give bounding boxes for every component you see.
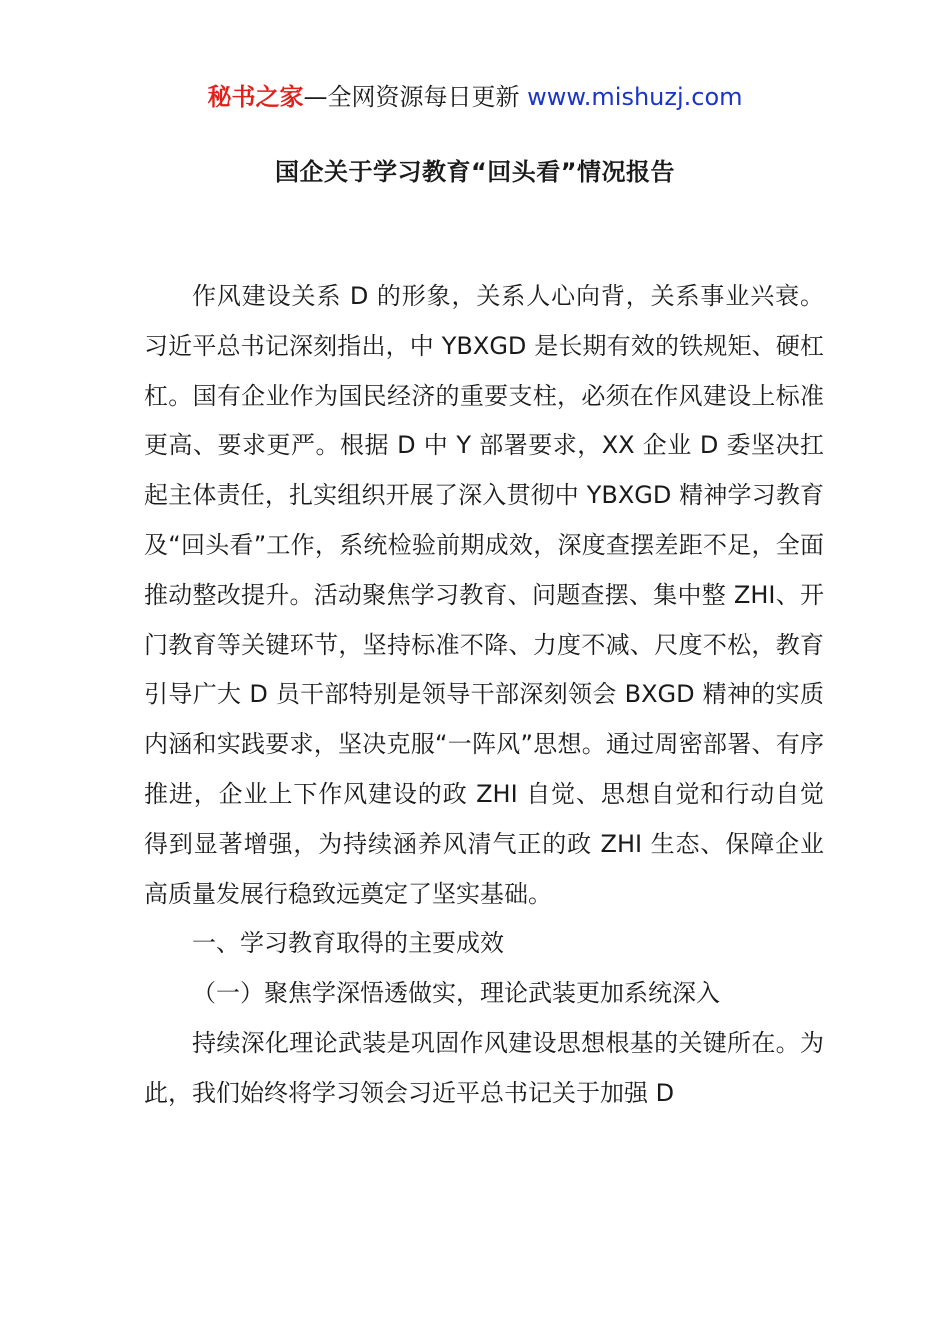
subsection-heading: （一）聚焦学深悟透做实，理论武装更加系统深入 xyxy=(192,979,720,1008)
site-brand: 秘书之家 xyxy=(207,83,304,111)
site-tagline: —全网资源每日更新 xyxy=(303,83,528,111)
site-header xyxy=(0,80,950,114)
body-paragraph: 持续深化理论武装是巩固作风建设思想根基的关键所在。为此，我们始终将学习领会习近平总书记关于加强 D xyxy=(144,1028,824,1107)
document-title: 国企关于学习教育“回头看”情况报告 xyxy=(274,158,676,186)
intro-paragraph: 作风建设关系 D 的形象，关系人心向背，关系事业兴衰。习近平总书记深刻指出，中 YBXGD 是长期有效的铁规矩、硬杠杠。国有企业作为国民经济的重要支柱，必须在作风建设上标准更高、要求更严。根据 D 中 Y 部署要求，XX 企业 D 委坚决扛起主体责任，扎实组织开展了深入贯彻中 YBXGD 精神学习教育及“回头看”工作，系统检验前期成效，深度查摆差距不足，全面推动整改提升。活动聚焦学习教育、问题查摆、集中整 ZHI、开门教育等关键环节，坚持标准不降、力度不减、尺度不松，教育引导广大 D 员干部特别是领导干部深刻领会 BXGD 精神的实质内涵和实践要求，坚决克服“一阵风”思想。通过周密部署、有序推进，企业上下作风建设的政 ZHI 自觉、思想自觉和行动自觉得到显著增强，为持续涵养风清气正的政 ZHI 生态、保障企业高质量发展行稳致远奠定了坚实基础。 xyxy=(144,282,824,908)
site-url-link[interactable]: www.mishuzj.com xyxy=(527,83,743,111)
document-body xyxy=(144,272,824,1119)
section-heading: 一、学习教育取得的主要成效 xyxy=(192,929,504,958)
